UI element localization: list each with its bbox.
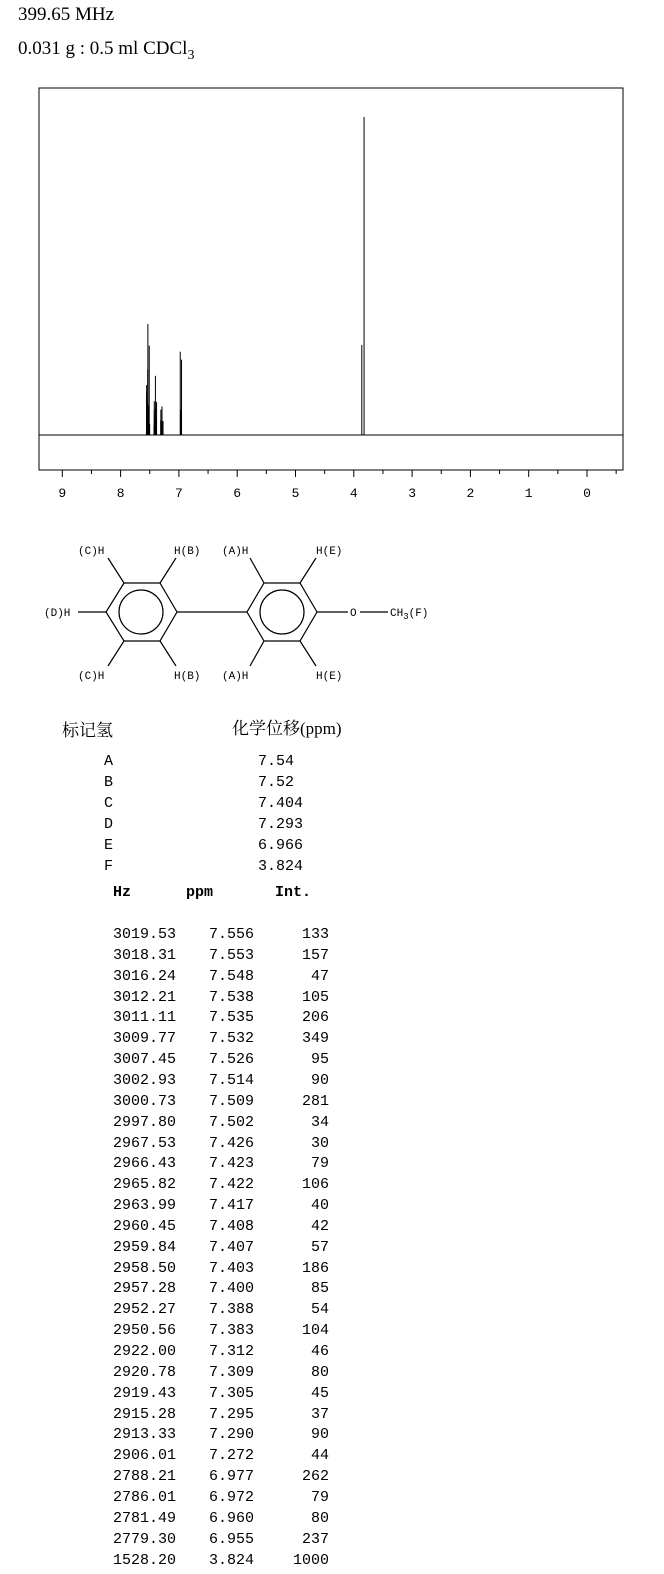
peak-intensity: 237 — [301, 1530, 329, 1548]
x-tick-label: 1 — [524, 486, 533, 501]
assignment-header-shift: 化学位移(ppm) — [232, 719, 342, 738]
peak-ppm: 7.417 — [208, 1197, 254, 1215]
label-oxygen: O — [350, 608, 357, 620]
label-d: (D)H — [44, 608, 71, 620]
ring-right — [247, 583, 317, 641]
peak-ppm: 3.824 — [208, 1551, 254, 1569]
peak-ppm: 7.290 — [208, 1426, 254, 1444]
peak-intensity: 186 — [301, 1259, 329, 1277]
peak-hz: 3011.11 — [112, 1009, 176, 1027]
peak-ppm: 7.295 — [208, 1405, 254, 1423]
peak-ppm: 6.977 — [208, 1468, 254, 1486]
peak-intensity: 79 — [310, 1155, 329, 1173]
peak-ppm: 6.955 — [208, 1530, 254, 1548]
peak-intensity: 104 — [301, 1322, 329, 1340]
peak-intensity: 54 — [310, 1301, 329, 1319]
peak-layer — [146, 117, 364, 435]
peak-ppm: 7.309 — [208, 1363, 254, 1381]
assignment-shift: 7.293 — [258, 816, 304, 833]
peak-hz: 2997.80 — [112, 1113, 176, 1131]
label-a-top: (A)H — [222, 546, 249, 558]
peak-hz: 3019.53 — [112, 926, 176, 943]
peak-ppm: 7.538 — [208, 988, 254, 1006]
peak-ppm: 7.535 — [208, 1009, 254, 1027]
peak-hz: 2906.01 — [112, 1447, 176, 1465]
peak-hz: 2952.27 — [112, 1301, 176, 1319]
peak-ppm: 7.556 — [208, 926, 254, 943]
peak-ppm: 6.972 — [208, 1488, 254, 1506]
peak-ppm: 7.272 — [208, 1447, 254, 1465]
peak-hz: 2957.28 — [112, 1280, 176, 1298]
peak-header-ppm: ppm — [186, 884, 214, 901]
peak-ppm: 7.548 — [208, 967, 254, 985]
peak-intensity: 133 — [301, 926, 329, 943]
assignment-shift: 3.824 — [258, 858, 304, 875]
peak-ppm: 7.408 — [208, 1217, 254, 1235]
peak-header-int: Int. — [275, 884, 312, 901]
peak-intensity: 349 — [301, 1030, 329, 1048]
peak-ppm: 7.532 — [208, 1030, 254, 1048]
ring-right-aromatic — [260, 590, 304, 634]
peak-intensity: 42 — [310, 1217, 329, 1235]
peak-hz: 3007.45 — [112, 1051, 176, 1069]
peak-intensity: 206 — [301, 1009, 329, 1027]
spectrometer-frequency: 399.65 MHz — [18, 4, 115, 25]
peak-hz: 2959.84 — [112, 1238, 176, 1256]
peak-ppm: 7.400 — [208, 1280, 254, 1298]
methyl-ch: CH — [390, 608, 404, 620]
peak-intensity: 1000 — [292, 1551, 329, 1569]
peak-intensity: 34 — [310, 1113, 329, 1131]
label-c-top: (C)H — [78, 546, 105, 558]
peak-hz: 2963.99 — [112, 1197, 176, 1215]
nmr-spectrum-chart — [0, 80, 664, 510]
methyl-subscript: 3 — [403, 612, 409, 622]
peak-ppm: 7.423 — [208, 1155, 254, 1173]
assignment-shift: 7.54 — [258, 753, 295, 770]
peak-ppm: 7.407 — [208, 1238, 254, 1256]
x-tick-label: 2 — [466, 486, 475, 501]
peak-hz: 2960.45 — [112, 1217, 176, 1235]
peak-hz: 2786.01 — [112, 1488, 176, 1506]
peak-ppm: 7.403 — [208, 1259, 254, 1277]
x-tick-label: 4 — [349, 486, 358, 501]
peak-intensity: 95 — [310, 1051, 329, 1069]
assignment-label: E — [104, 837, 114, 854]
label-c-bottom: (C)H — [78, 671, 105, 683]
label-b-bottom: H(B) — [174, 671, 201, 683]
ring-left — [106, 583, 177, 641]
peak-intensity: 47 — [310, 967, 329, 985]
peak-hz: 2950.56 — [112, 1322, 176, 1340]
peak-header-hz: Hz — [113, 884, 132, 901]
label-e-bottom: H(E) — [316, 671, 343, 683]
peak-hz: 2965.82 — [112, 1176, 176, 1194]
peak-ppm: 7.383 — [208, 1322, 254, 1340]
x-tick-label: 0 — [583, 486, 591, 501]
peak-ppm: 7.422 — [208, 1176, 254, 1194]
label-b-top: H(B) — [174, 546, 201, 558]
peak-ppm: 7.514 — [208, 1071, 254, 1089]
peak-hz: 3000.73 — [112, 1092, 176, 1110]
x-tick-label: 9 — [58, 486, 67, 501]
sample-text: 0.031 g : 0.5 ml CDCl — [18, 38, 188, 59]
peak-intensity: 85 — [310, 1280, 329, 1298]
x-axis — [58, 470, 616, 501]
peak-intensity: 80 — [310, 1363, 329, 1381]
peak-intensity: 80 — [310, 1509, 329, 1527]
molecule-structure — [0, 535, 664, 695]
peak-hz: 3012.21 — [112, 988, 176, 1006]
peak-hz: 3016.24 — [112, 967, 176, 985]
peak-intensity: 262 — [301, 1468, 329, 1486]
peak-hz: 3009.77 — [112, 1030, 176, 1048]
peak-hz: 3018.31 — [112, 946, 176, 964]
peak-intensity: 37 — [310, 1405, 329, 1423]
peak-intensity: 90 — [310, 1071, 329, 1089]
assignment-header-label: 标记氢 — [62, 721, 113, 740]
assignment-label: F — [104, 858, 114, 875]
peak-intensity: 46 — [310, 1343, 329, 1360]
peak-intensity: 45 — [310, 1384, 329, 1402]
peak-hz: 2779.30 — [112, 1530, 176, 1548]
label-a-bottom: (A)H — [222, 671, 249, 683]
sample-description — [18, 38, 194, 64]
peak-hz: 2781.49 — [112, 1509, 176, 1527]
peak-ppm: 7.388 — [208, 1301, 254, 1319]
methyl-label-f: (F) — [408, 608, 429, 620]
assignment-label: B — [104, 774, 114, 791]
peak-hz: 2922.00 — [112, 1343, 176, 1360]
label-methyl — [390, 608, 428, 622]
peak-ppm: 7.426 — [208, 1134, 254, 1152]
peak-ppm: 7.502 — [208, 1113, 254, 1131]
peak-ppm: 7.526 — [208, 1051, 254, 1069]
assignment-label: A — [104, 753, 114, 770]
x-tick-label: 8 — [116, 486, 125, 501]
peak-hz: 2788.21 — [112, 1468, 176, 1486]
peak-ppm: 7.509 — [208, 1092, 254, 1110]
peak-hz: 3002.93 — [112, 1071, 176, 1089]
peak-hz: 2958.50 — [112, 1259, 176, 1277]
assignment-label: C — [104, 795, 114, 812]
peak-hz: 2915.28 — [112, 1405, 176, 1423]
x-tick-label: 7 — [174, 486, 183, 501]
x-tick-label: 5 — [291, 486, 300, 501]
plot-frame — [39, 88, 623, 470]
assignment-shift: 7.404 — [258, 795, 304, 812]
assignment-label: D — [104, 816, 114, 833]
peak-hz: 2919.43 — [112, 1384, 176, 1402]
peak-ppm: 7.305 — [208, 1384, 254, 1402]
peak-intensity: 57 — [310, 1238, 329, 1256]
peak-intensity: 106 — [301, 1176, 329, 1194]
peak-hz: 2967.53 — [112, 1134, 176, 1152]
peak-ppm: 7.553 — [208, 946, 254, 964]
peak-ppm: 7.312 — [208, 1343, 254, 1360]
label-e-top: H(E) — [316, 546, 343, 558]
peak-intensity: 281 — [301, 1092, 329, 1110]
assignment-shift: 7.52 — [258, 774, 295, 791]
peak-hz: 2966.43 — [112, 1155, 176, 1173]
peak-hz: 2913.33 — [112, 1426, 176, 1444]
x-tick-label: 3 — [408, 486, 417, 501]
peak-intensity: 157 — [301, 946, 329, 964]
ring-left-aromatic — [119, 590, 163, 634]
peak-intensity: 40 — [310, 1197, 329, 1215]
peak-intensity: 90 — [310, 1426, 329, 1444]
peak-hz: 2920.78 — [112, 1363, 176, 1381]
x-tick-label: 6 — [233, 486, 242, 501]
peak-intensity: 105 — [301, 988, 329, 1006]
assignment-shift: 6.966 — [258, 837, 304, 854]
sample-subscript: 3 — [187, 47, 195, 63]
peak-intensity: 30 — [310, 1134, 329, 1152]
peak-ppm: 6.960 — [208, 1509, 254, 1527]
peak-intensity: 44 — [310, 1447, 329, 1465]
peak-hz: 1528.20 — [112, 1551, 176, 1569]
peak-intensity: 79 — [310, 1488, 329, 1506]
